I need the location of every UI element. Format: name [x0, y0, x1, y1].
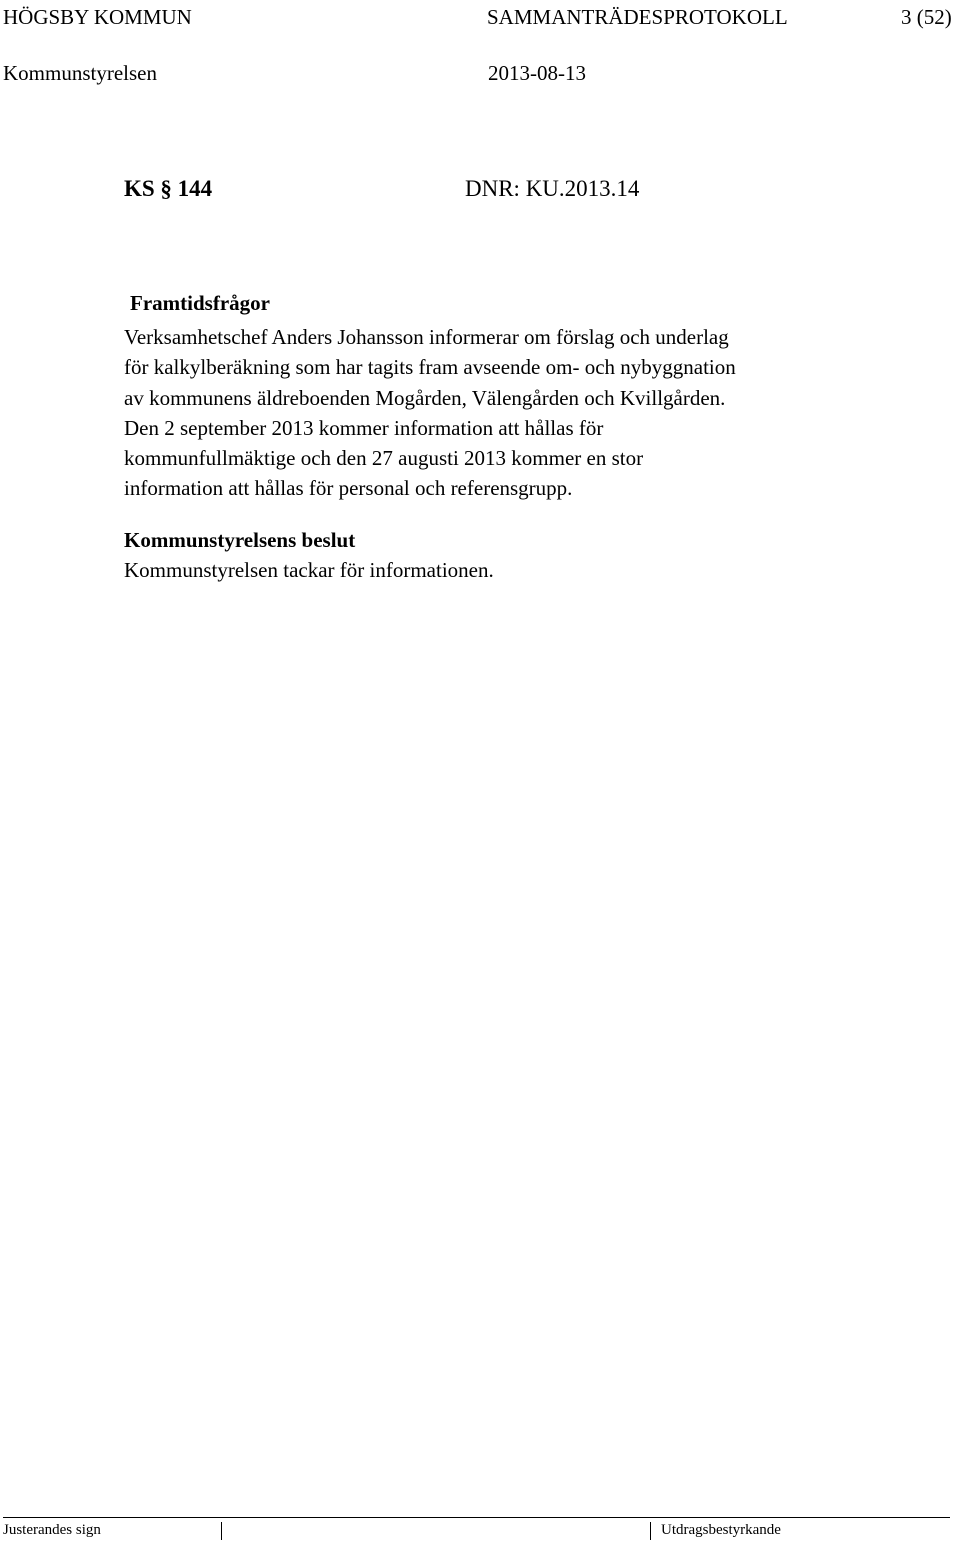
case-number: KS § 144: [124, 176, 213, 201]
paragraph-line: Verksamhetschef Anders Johansson informerar om förslag och underlag: [124, 325, 729, 349]
page-number: 3 (52): [901, 5, 952, 29]
signature-field-divider: [650, 1522, 651, 1540]
organization-name: HÖGSBY KOMMUN: [3, 5, 192, 29]
signature-field-divider: [221, 1522, 222, 1540]
paragraph-line: för kalkylberäkning som har tagits fram avseende om- och nybyggnation: [124, 355, 736, 380]
paragraph-line: kommunfullmäktige och den 27 augusti 2013 kommer en stor: [124, 446, 644, 471]
decision-title: Kommunstyrelsens beslut: [124, 528, 356, 552]
section-paragraph: [124, 322, 884, 504]
excerpt-certification-label: Utdragsbestyrkande: [661, 1522, 781, 1538]
signature-label: Justerandes sign: [3, 1522, 101, 1538]
paragraph-line: information att hållas för personal och referensgrupp.: [124, 476, 573, 501]
decision-text: Kommunstyrelsen tackar för informationen.: [124, 558, 494, 582]
footer-divider: [3, 1517, 950, 1518]
meeting-date: 2013-08-13: [488, 61, 586, 85]
section-title: Framtidsfrågor: [130, 291, 270, 315]
paragraph-line: av kommunens äldreboenden Mogården, Välengården och Kvillgården.: [124, 385, 726, 410]
registration-number: DNR: KU.2013.14: [465, 176, 640, 201]
paragraph-line: Den 2 september 2013 kommer information att hållas för: [124, 415, 604, 440]
document-type: SAMMANTRÄDESPROTOKOLL: [487, 5, 788, 29]
committee-name: Kommunstyrelsen: [3, 61, 157, 85]
